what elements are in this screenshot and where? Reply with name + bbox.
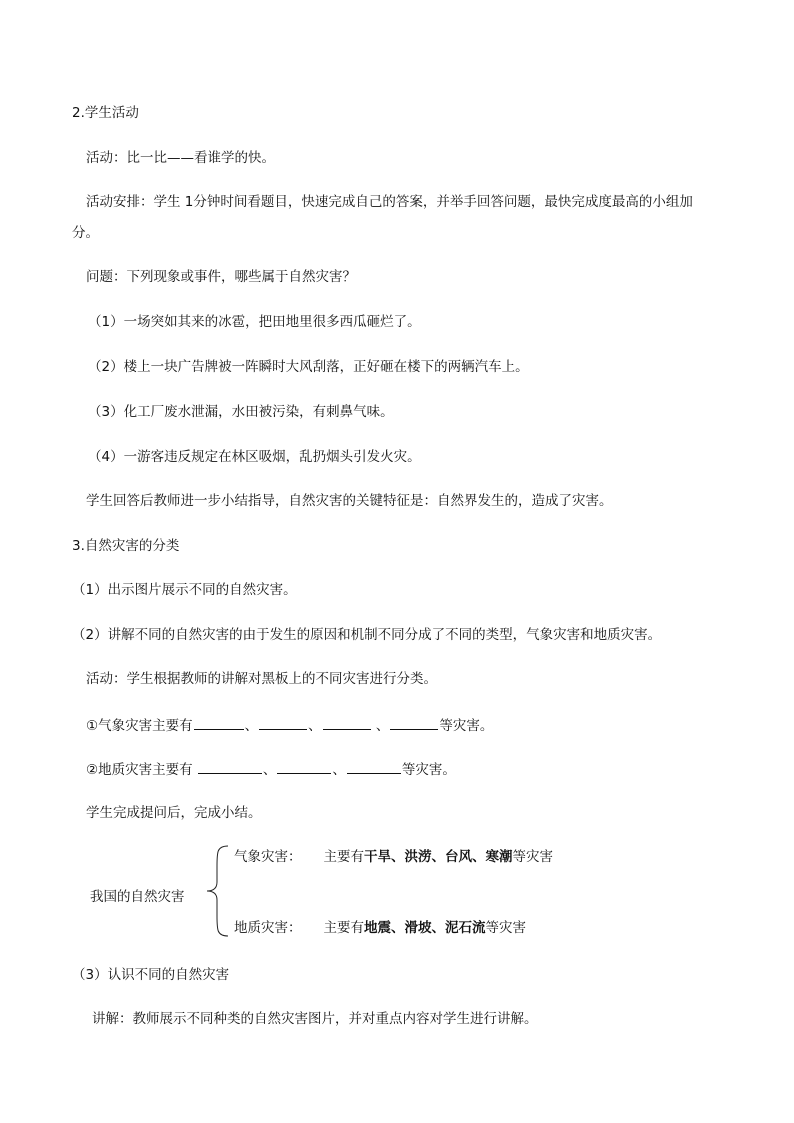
question-item-1: （1）一场突如其来的冰雹，把田地里很多西瓜砸烂了。 [88, 314, 421, 330]
separator: 、 [431, 849, 445, 865]
classification-item-1: （1）出示图片展示不同的自然灾害。 [72, 582, 297, 598]
section-3-heading: 3.自然灾害的分类 [72, 538, 180, 554]
fill-weather-prefix: ①气象灾害主要有 [86, 718, 193, 734]
separator: 、 [244, 718, 259, 734]
weather-item: 寒潮 [485, 849, 513, 865]
weather-label: 气象灾害： [234, 849, 302, 865]
question-text: 问题：下列现象或事件，哪些属于自然灾害？ [86, 269, 356, 285]
weather-item: 洪涝 [404, 849, 432, 865]
diagram-root-label: 我国的自然灾害 [90, 889, 185, 905]
geology-item: 泥石流 [445, 920, 486, 936]
geology-label: 地质灾害： [234, 920, 302, 936]
classification-item-3: （3）认识不同的自然灾害 [72, 967, 230, 983]
curly-brace-icon [204, 844, 230, 938]
geology-item: 地震 [364, 920, 391, 936]
question-item-4: （4）一游客违反规定在林区吸烟，乱扔烟头引发火灾。 [88, 449, 421, 465]
after-fill-text: 学生完成提问后，完成小结。 [86, 805, 262, 821]
separator: 、 [375, 718, 390, 734]
separator: 、 [262, 762, 277, 778]
geology-item: 滑坡 [404, 920, 432, 936]
blank-field[interactable] [323, 715, 371, 730]
activity-text: 活动：比一比——看谁学的快。 [86, 150, 275, 166]
summary-text: 学生回答后教师进一步小结指导，自然灾害的关键特征是：自然界发生的，造成了灾害。 [86, 493, 613, 509]
fill-geology-prefix: ②地质灾害主要有 [86, 762, 193, 778]
blank-field[interactable] [259, 715, 307, 730]
diagram-geology-row [234, 919, 526, 937]
explain-text: 讲解：教师展示不同种类的自然灾害图片，并对重点内容对学生进行讲解。 [92, 1011, 538, 1027]
question-item-3: （3）化工厂废水泄漏，水田被污染，有刺鼻气味。 [88, 404, 394, 420]
weather-tail: 等灾害 [512, 849, 553, 865]
weather-item: 台风 [445, 849, 472, 865]
separator: 、 [391, 920, 405, 936]
classification-item-2: （2）讲解不同的自然灾害的由于发生的原因和机制不同分成了不同的类型，气象灾害和地质灾害。 [72, 627, 662, 643]
geology-intro: 主要有 [323, 920, 364, 936]
geology-tail: 等灾害 [485, 920, 526, 936]
diagram-weather-row [234, 848, 553, 866]
weather-item: 干旱 [364, 849, 391, 865]
question-item-2: （2）楼上一块广告牌被一阵瞬时大风刮落，正好砸在楼下的两辆汽车上。 [88, 359, 529, 375]
separator: 、 [332, 762, 346, 778]
activity-2-text: 活动：学生根据教师的讲解对黑板上的不同灾害进行分类。 [86, 671, 437, 687]
weather-intro: 主要有 [323, 849, 364, 865]
blank-field[interactable] [390, 715, 438, 730]
fill-weather-suffix: 等灾害。 [439, 718, 494, 734]
arrangement-line-1: 活动安排：学生 1分钟时间看题目，快速完成自己的答案，并举手回答问题，最快完成度最高的小组加 [86, 194, 693, 210]
section-2-heading: 2.学生活动 [72, 105, 139, 121]
blank-field[interactable] [347, 759, 401, 774]
separator: 、 [391, 849, 405, 865]
fill-in-weather [86, 715, 493, 735]
separator: 、 [472, 849, 486, 865]
separator: 、 [308, 718, 322, 734]
blank-field[interactable] [194, 715, 244, 730]
separator: 、 [431, 920, 445, 936]
blank-field[interactable] [198, 759, 262, 774]
fill-geology-suffix: 等灾害。 [401, 762, 456, 778]
fill-in-geology [86, 759, 456, 779]
arrangement-line-2: 分。 [72, 225, 99, 241]
blank-field[interactable] [277, 759, 331, 774]
